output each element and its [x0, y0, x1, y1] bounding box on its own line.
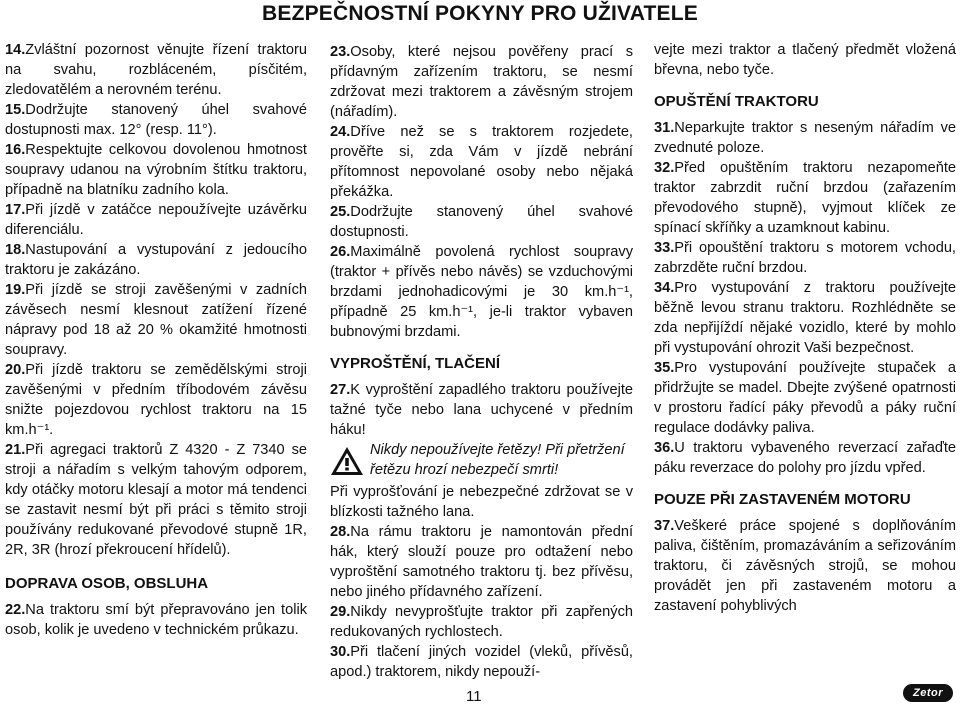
item-text: Pro vystupování používejte stupaček a přidržujte se madel. Dbejte zvýšené opatrnosti v prostoru řadící páky převodů a páky ruční regulace dodávky paliva.: [654, 360, 956, 436]
item-text: Při jízdě v zatáčce nepoužívejte uzávěrku diferenciálu.: [5, 202, 307, 238]
column-left: [5, 40, 307, 640]
item-text: Pro vystupování z traktoru používejte běžně levou stranu traktoru. Rozhlédněte se zda nepřijíždí nějaké vozidlo, které by mohlo při vystupování ohrozit Vaši bezpečnost.: [654, 280, 956, 356]
item-text: Při jízdě se stroji zavěšenými v zadních závěsech nesmí klesnout zatížení řízené nápravy pod 18 až 20 % okamžité hmotnosti soupravy.: [5, 282, 307, 358]
item-number: 14.: [5, 42, 26, 58]
section-heading-engine-stopped: POUZE PŘI ZASTAVENÉM MOTORU: [654, 491, 911, 508]
zetor-logo: Zetor: [903, 684, 953, 702]
list-item-14: [5, 40, 307, 100]
item-text: Maximálně povolená rychlost soupravy (traktor + přívěs nebo návěs) se vzduchovými brzdami jednohadicovými je 30 km.h⁻¹, případně 25 km.h⁻¹, je-li traktor vybaven bubnovými brzdami.: [330, 244, 633, 340]
item-text: Neparkujte traktor s neseným nářadím ve zvednuté poloze.: [654, 120, 956, 156]
list-item-37: [654, 516, 956, 616]
page-number: 11: [466, 688, 482, 705]
item-number: 24.: [330, 124, 351, 140]
item-text: Při agregaci traktorů Z 4320 - Z 7340 se stroji a nářadím s velkým tahovým odporem, kdy otáčky motoru klesají a motor má tendenci se zastavit nesmí být při práci s těmito stroji používány redukované převodové stupně 1R, 2R, 3R (hrozí překroucení hřídelů).: [5, 442, 307, 558]
list-item-31: [654, 118, 956, 158]
item-number: 22.: [5, 602, 26, 618]
list-item-30: [330, 642, 633, 682]
list-item-27: 27.K vyproštění zapadlého traktoru používejte tažné tyče nebo lana uchycené v předním háku!: [330, 382, 633, 438]
list-item-23: [330, 42, 633, 122]
item-text: Nikdy nevyprošťujte traktor při zapřených redukovaných rychlostech.: [330, 604, 633, 640]
item-number: 28.: [330, 524, 351, 540]
item-number: 32.: [654, 160, 675, 176]
item-number: 34.: [654, 280, 675, 296]
item-number: 18.: [5, 242, 26, 258]
list-item-15: [5, 100, 307, 140]
item-number: 16.: [5, 142, 26, 158]
item-text: Dodržujte stanovený úhel svahové dostupnosti max. 12° (resp. 11°).: [5, 102, 307, 138]
page-title: BEZPEČNOSTNÍ POKYNY PRO UŽIVATELE: [262, 2, 698, 25]
section-heading-transport: DOPRAVA OSOB, OBSLUHA: [5, 575, 209, 592]
item-number: 30.: [330, 644, 351, 660]
item-text: Veškeré práce spojené s doplňováním paliva, čištěním, promazáváním a seřizováním traktoru, či závěsných strojů, se mohou provádět jen při zastaveném motoru a zastavení pohyblivých: [654, 518, 956, 614]
item-number: 26.: [330, 244, 351, 260]
item-text: U traktoru vybaveného reverzací zařaďte páku reverzace do polohy pro jízdu vpřed.: [654, 440, 956, 476]
item-number: 15.: [5, 102, 26, 118]
list-item-21: [5, 440, 307, 560]
warning-icon: [330, 440, 370, 482]
item-number: 21.: [5, 442, 26, 458]
list-item-35: [654, 358, 956, 438]
item-text: Dříve než se s traktorem rozjedete, prověřte si, zda Vám v jízdě nebrání přítomnost nepovolané osoby nebo nějaká překážka.: [330, 124, 633, 200]
item-text: Osoby, které nejsou pověřeny prací s přídavným zařízením traktoru, se nesmí zdržovat mezi traktorem a závěsným strojem (nářadím).: [330, 44, 633, 120]
item-text: Na rámu traktoru je namontován přední hák, který slouží pouze pro odtažení nebo vyproštění samotného traktoru tj. bez přívěsu, nebo jiného přídavného zařízení.: [330, 524, 633, 600]
list-item-36: [654, 438, 956, 478]
warning-text: Nikdy nepoužívejte řetězy! Při přetržení řetězu hrozí nebezpečí smrti!: [370, 442, 625, 478]
list-item-16: [5, 140, 307, 200]
list-item-26: [330, 242, 633, 342]
item-text: Při tlačení jiných vozidel (vleků, přívěsů, apod.) traktorem, nikdy nepouží-: [330, 644, 633, 680]
item-text: Respektujte celkovou dovolenou hmotnost soupravy udanou na výrobním štítku traktoru, případně na blatníku zadního kola.: [5, 142, 307, 198]
list-item-32: [654, 158, 956, 238]
item-number: 36.: [654, 440, 675, 456]
section-heading-leaving: OPUŠTĚNÍ TRAKTORU: [654, 93, 819, 110]
warning-block: [330, 440, 633, 482]
list-item-28: [330, 522, 633, 602]
plain-paragraph: Při vyprošťování je nebezpečné zdržovat se v blízkosti tažného lana.: [330, 484, 633, 520]
item-number: 19.: [5, 282, 26, 298]
item-number: 20.: [5, 362, 26, 378]
item-text: Při opouštění traktoru s motorem vchodu, zabrzděte ruční brzdou.: [654, 240, 956, 276]
item-number: 25.: [330, 204, 351, 220]
list-item-25: [330, 202, 633, 242]
column-right: [654, 40, 956, 616]
item-number: 37.: [654, 518, 675, 534]
item-text: Zvláštní pozornost věnujte řízení traktoru na svahu, rozbláceném, písčitém, zledovatělém a nerovném terénu.: [5, 42, 307, 98]
section-heading-recovery: VYPROŠTĚNÍ, TLAČENÍ: [330, 355, 501, 372]
item-text: Při jízdě traktoru se zemědělskými stroji zavěšenými v předním tříbodovém závěsu snižte pojezdovou rychlost traktoru na 15 km.h⁻¹.: [5, 362, 307, 438]
item-number: 23.: [330, 44, 351, 60]
list-item-18: [5, 240, 307, 280]
list-item-22: [5, 600, 307, 640]
list-item-17: [5, 200, 307, 240]
item-number: 31.: [654, 120, 675, 136]
item-number: 29.: [330, 604, 351, 620]
item-text: Nastupování a vystupování z jedoucího traktoru je zakázáno.: [5, 242, 307, 278]
column-middle: [330, 42, 633, 682]
list-item-34: [654, 278, 956, 358]
list-item-29: [330, 602, 633, 642]
continuation-text: vejte mezi traktor a tlačený předmět vložená břevna, nebo tyče.: [654, 42, 956, 78]
list-item-24: [330, 122, 633, 202]
item-text: Dodržujte stanovený úhel svahové dostupnosti.: [330, 204, 633, 240]
item-number: 33.: [654, 240, 675, 256]
item-text: Před opuštěním traktoru nezapomeňte traktor zabrzdit ruční brzdou (zařazením převodového stupně), vyjmout klíček ze spínací skříňky a uzamknout kabinu.: [654, 160, 956, 236]
list-item-19: [5, 280, 307, 360]
list-item-33: [654, 238, 956, 278]
item-number: 17.: [5, 202, 26, 218]
item-text: Na traktoru smí být přepravováno jen tolik osob, kolik je uvedeno v technickém průkazu.: [5, 602, 307, 638]
item-number: 35.: [654, 360, 675, 376]
list-item-20: [5, 360, 307, 440]
